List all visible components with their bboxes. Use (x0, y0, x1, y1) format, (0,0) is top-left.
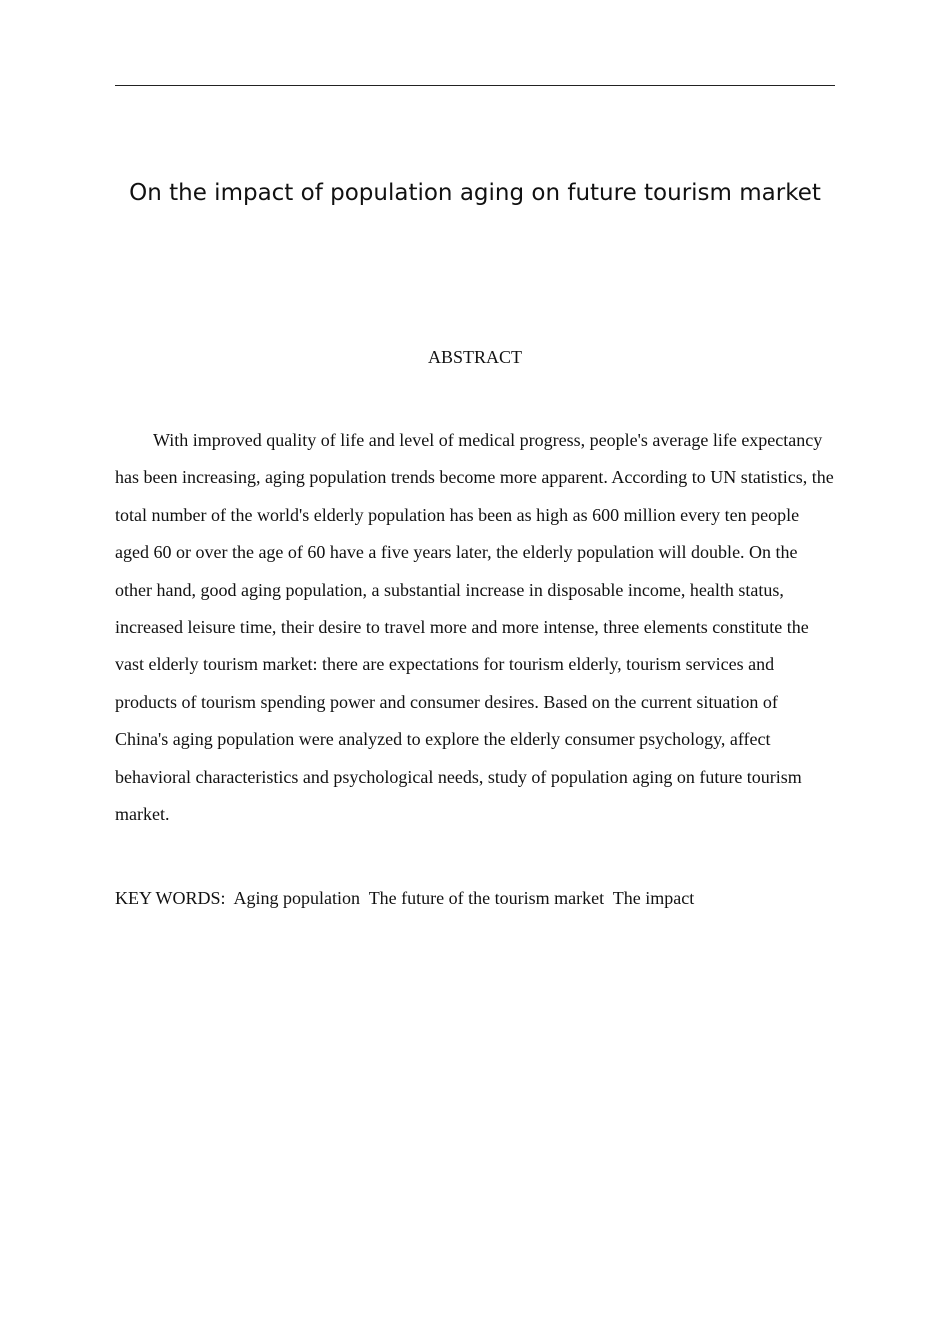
keywords-text: Aging population The future of the tourism market The impact (225, 888, 695, 908)
keywords-label: KEY WORDS: (115, 888, 226, 908)
keywords-line (115, 885, 835, 911)
paper-title: On the impact of population aging on future tourism market (129, 180, 821, 206)
header-rule (115, 85, 835, 86)
abstract-body: With improved quality of life and level of medical progress, people's average life expectancy has been increasing, aging population trends become more apparent. According to UN statistics, the total number of the world's elderly population has been as high as 600 million every ten people aged 60 or over the age of 60 have a five years later, the elderly population will double. On the other hand, good aging population, a substantial increase in disposable income, health status, increased leisure time, their desire to travel more and more intense, three elements constitute the vast elderly tourism market: there are expectations for tourism elderly, tourism services and products of tourism spending power and consumer desires. Based on the current situation of China's aging population were analyzed to explore the elderly consumer psychology, affect behavioral characteristics and psychological needs, study of population aging on future tourism market. (115, 430, 834, 825)
abstract-heading: ABSTRACT (427, 347, 523, 367)
